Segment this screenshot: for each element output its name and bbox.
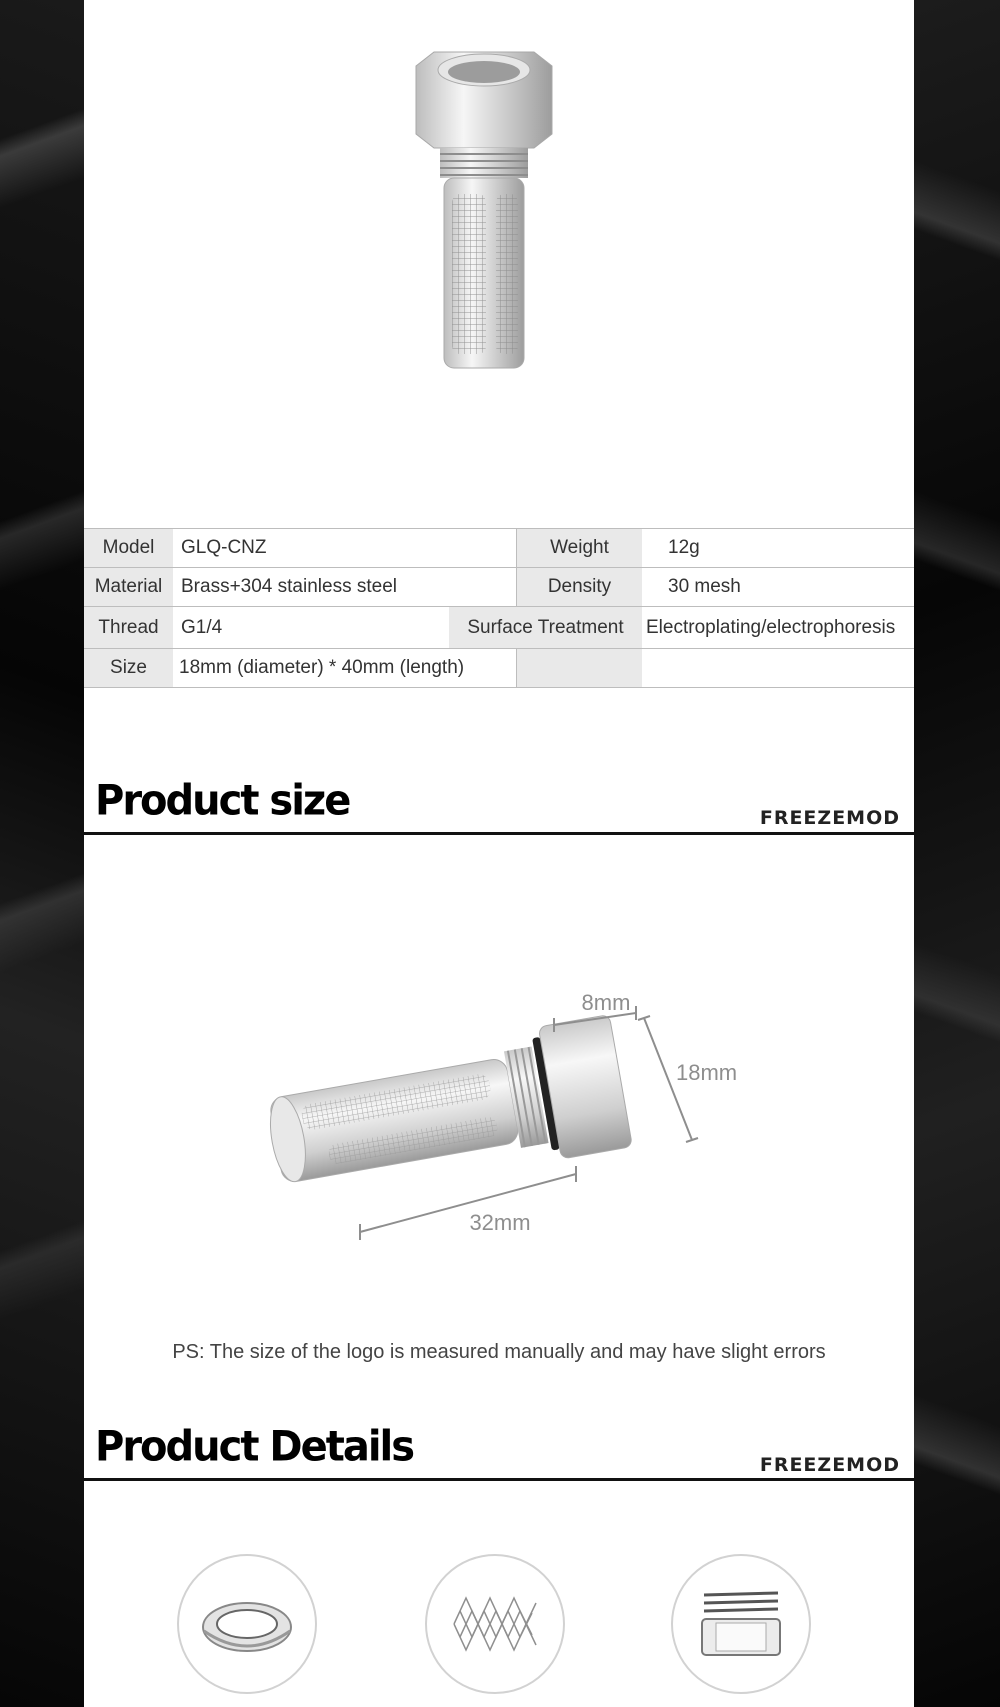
section-divider [84,832,914,835]
left-background [0,0,84,1707]
spec-value: GLQ-CNZ [173,529,516,567]
spec-label: Density [516,568,642,606]
specs-table [84,528,914,688]
spec-value: 30 mesh [642,568,914,606]
section-title-product-size: Product size [95,776,350,826]
dimension-label-length: 32mm [469,1210,531,1235]
right-background [914,0,1000,1707]
spec-value-empty [642,649,914,687]
dimension-diagram [264,980,738,1240]
thread-fitting-icon [670,1553,812,1695]
spec-value: 18mm (diameter) * 40mm (length) [173,649,516,687]
spec-label: Size [84,649,173,687]
mesh-filter-icon [424,1553,566,1695]
dimension-label-diameter: 18mm [676,1060,738,1085]
spec-label: Model [84,529,173,567]
specs-row [84,529,914,568]
dimension-label-width: 8mm [581,990,631,1015]
product-page [84,0,914,1707]
specs-row [84,568,914,607]
specs-row [84,649,914,688]
spec-value: Electroplating/electrophoresis [642,607,914,648]
spec-label: Thread [84,607,173,648]
spec-label-empty [516,649,642,687]
product-image [404,48,564,380]
o-ring-icon [176,1553,318,1695]
spec-value: 12g [642,529,914,567]
spec-label: Material [84,568,173,606]
spec-label: Weight [516,529,642,567]
section-divider [84,1478,914,1481]
specs-row [84,607,914,649]
spec-value: G1/4 [173,607,449,648]
section-title-product-details: Product Details [95,1422,414,1472]
brand-logo: FREEZEMOD [759,1454,900,1476]
spec-value: Brass+304 stainless steel [173,568,516,606]
brand-logo: FREEZEMOD [759,807,900,829]
spec-label: Surface Treatment [449,607,642,648]
measurement-note: PS: The size of the logo is measured manually and may have slight errors [172,1341,826,1363]
